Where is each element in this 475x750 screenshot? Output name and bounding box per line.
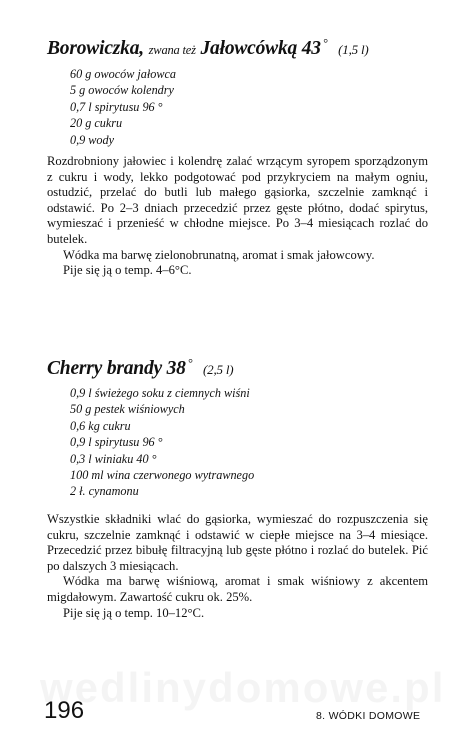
ingredient-item: 5 g owoców kolendry: [70, 83, 174, 98]
instruction-paragraph: Rozdrobniony jałowiec i kolendrę zalać wrzącym syropem sporządzonym z cukru i wody, lekko podgotować pod przykryciem na małym ogniu, ostudzić, przelać do butli lub małego gąsiorka, szczelnie zamknąć i odstawić. Po 2–3 dniach przecedzić przez gęste płótno, dodać spirytus, wymieszać i przenieść w chłodne miejsce. Po 3–4 miesiącach rozlać do butelek.: [47, 154, 428, 246]
recipe-instructions-borowiczka: [47, 154, 428, 279]
ingredient-item: 100 ml wina czerwonego wytrawnego: [70, 468, 255, 483]
recipe-instructions-cherry-brandy: [47, 512, 428, 621]
recipe-subtitle: zwana też: [148, 43, 196, 57]
recipe-title-borowiczka: [47, 32, 369, 61]
ingredient-item: 0,9 l świeżego soku z ciemnych wiśni: [70, 386, 250, 400]
instruction-paragraph: Pije się ją o temp. 10–12°C.: [63, 605, 205, 620]
degree-symbol: °: [187, 356, 193, 370]
ingredient-item: 0,6 kg cukru: [70, 418, 131, 433]
recipe-volume: (1,5 l): [338, 42, 369, 57]
instruction-paragraph: Wódka ma barwę wiśniową, aromat i smak wiśniowy z akcentem migdałowym. Zawartość cukru ok. 25%.: [47, 574, 428, 604]
ingredient-list-cherry-brandy: [70, 385, 254, 500]
chapter-footer: 8. WÓDKI DOMOWE: [316, 710, 421, 722]
instruction-paragraph: Wszystkie składniki wlać do gąsiorka, wymieszać do rozpuszczenia się cukru, szczelnie zamknąć i odstawić w ciepłe miejsce na 3–4 miesiące. Przecedzić przez bibułę filtracyjną lub gęste płótno i rozlać do butelek. Pić po dalszych 3 miesiącach.: [47, 512, 428, 573]
degree-symbol: °: [322, 36, 328, 50]
recipe-title-cherry-brandy: [47, 352, 233, 381]
ingredient-item: 0,7 l spirytusu 96 °: [70, 99, 163, 114]
ingredient-item: 2 ł. cynamonu: [70, 484, 139, 499]
recipe-name: Borowiczka,: [47, 38, 144, 59]
ingredient-item: 50 g pestek wiśniowych: [70, 402, 185, 417]
recipe-name: Cherry brandy 38: [47, 358, 186, 379]
ingredient-item: 0,9 l spirytusu 96 °: [70, 435, 163, 450]
recipe-alt-name: Jałowcówką 43: [200, 38, 321, 59]
instruction-paragraph: Wódka ma barwę zielonobrunatną, aromat i smak jałowcowy.: [63, 247, 375, 262]
ingredient-item: 60 g owoców jałowca: [70, 67, 176, 81]
instruction-paragraph: Pije się ją o temp. 4–6°C.: [63, 263, 192, 278]
page-number: 196: [44, 697, 85, 724]
recipe-volume: (2,5 l): [203, 362, 234, 377]
ingredient-item: 0,3 l winiaku 40 °: [70, 451, 157, 466]
ingredient-list-borowiczka: [70, 66, 176, 148]
ingredient-item: 20 g cukru: [70, 116, 123, 131]
site-watermark: [40, 664, 470, 712]
ingredient-item: 0,9 wody: [70, 132, 115, 147]
